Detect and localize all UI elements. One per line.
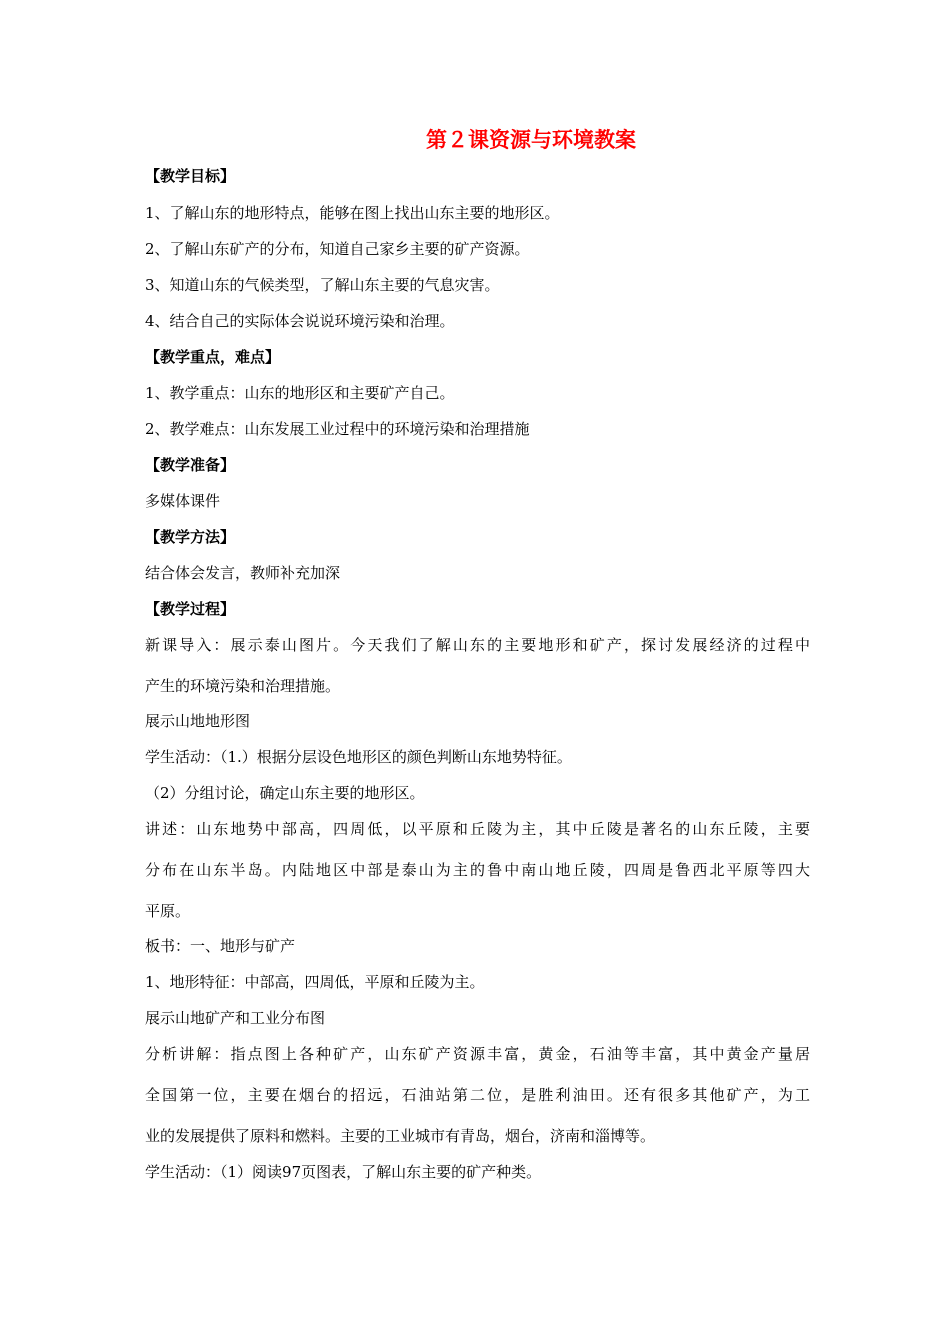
goal-item: 1、了解山东的地形特点，能够在图上找出山东主要的地形区。 — [145, 204, 560, 222]
process-line: （2）分组讨论，确定山东主要的地形区。 — [145, 784, 425, 802]
goal-item: 2、了解山东矿产的分布，知道自己家乡主要的矿产资源。 — [145, 240, 530, 258]
process-line: 展示山地地形图 — [145, 712, 251, 730]
process-line: 新课导入：展示泰山图片。今天我们了解山东的主要地形和矿产，探讨发展经济的过程中 — [145, 636, 810, 654]
process-line: 全国第一位，主要在烟台的招远，石油站第二位，是胜利油田。还有很多其他矿产，为工 — [145, 1086, 810, 1104]
section-heading-goals: 【教学目标】 — [145, 167, 236, 185]
process-line: 分析讲解：指点图上各种矿产，山东矿产资源丰富，黄金，石油等丰富，其中黄金产量居 — [145, 1045, 810, 1063]
goal-item: 4、结合自己的实际体会说说环境污染和治理。 — [145, 312, 455, 330]
process-line: 板书：一、地形与矿产 — [145, 937, 296, 955]
process-line: 学生活动：（1.）根据分层设色地形区的颜色判断山东地势特征。 — [145, 748, 572, 766]
prep-text: 多媒体课件 — [145, 492, 221, 510]
keypoint-item: 2、教学难点：山东发展工业过程中的环境污染和治理措施 — [145, 420, 530, 438]
keypoint-item: 1、教学重点：山东的地形区和主要矿产自己。 — [145, 384, 455, 402]
section-heading-keypoints: 【教学重点，难点】 — [145, 348, 281, 366]
process-line: 分布在山东半岛。内陆地区中部是泰山为主的鲁中南山地丘陵，四周是鲁西北平原等四大 — [145, 861, 810, 879]
section-heading-prep: 【教学准备】 — [145, 456, 236, 474]
page-title: 第２课资源与环境教案 — [426, 128, 636, 152]
section-heading-method: 【教学方法】 — [145, 528, 236, 546]
method-text: 结合体会发言，教师补充加深 — [145, 564, 341, 582]
process-line: 1、地形特征：中部高，四周低，平原和丘陵为主。 — [145, 973, 485, 991]
goal-item: 3、知道山东的气候类型，了解山东主要的气息灾害。 — [145, 276, 500, 294]
process-line: 展示山地矿产和工业分布图 — [145, 1009, 326, 1027]
process-line: 平原。 — [145, 902, 191, 920]
process-line: 学生活动：（1）阅读97页图表，了解山东主要的矿产种类。 — [145, 1163, 542, 1181]
process-line: 业的发展提供了原料和燃料。主要的工业城市有青岛，烟台，济南和淄博等。 — [145, 1127, 656, 1145]
section-heading-process: 【教学过程】 — [145, 600, 236, 618]
process-line: 产生的环境污染和治理措施。 — [145, 677, 341, 695]
process-line: 讲述：山东地势中部高，四周低，以平原和丘陵为主，其中丘陵是著名的山东丘陵，主要 — [145, 820, 810, 838]
